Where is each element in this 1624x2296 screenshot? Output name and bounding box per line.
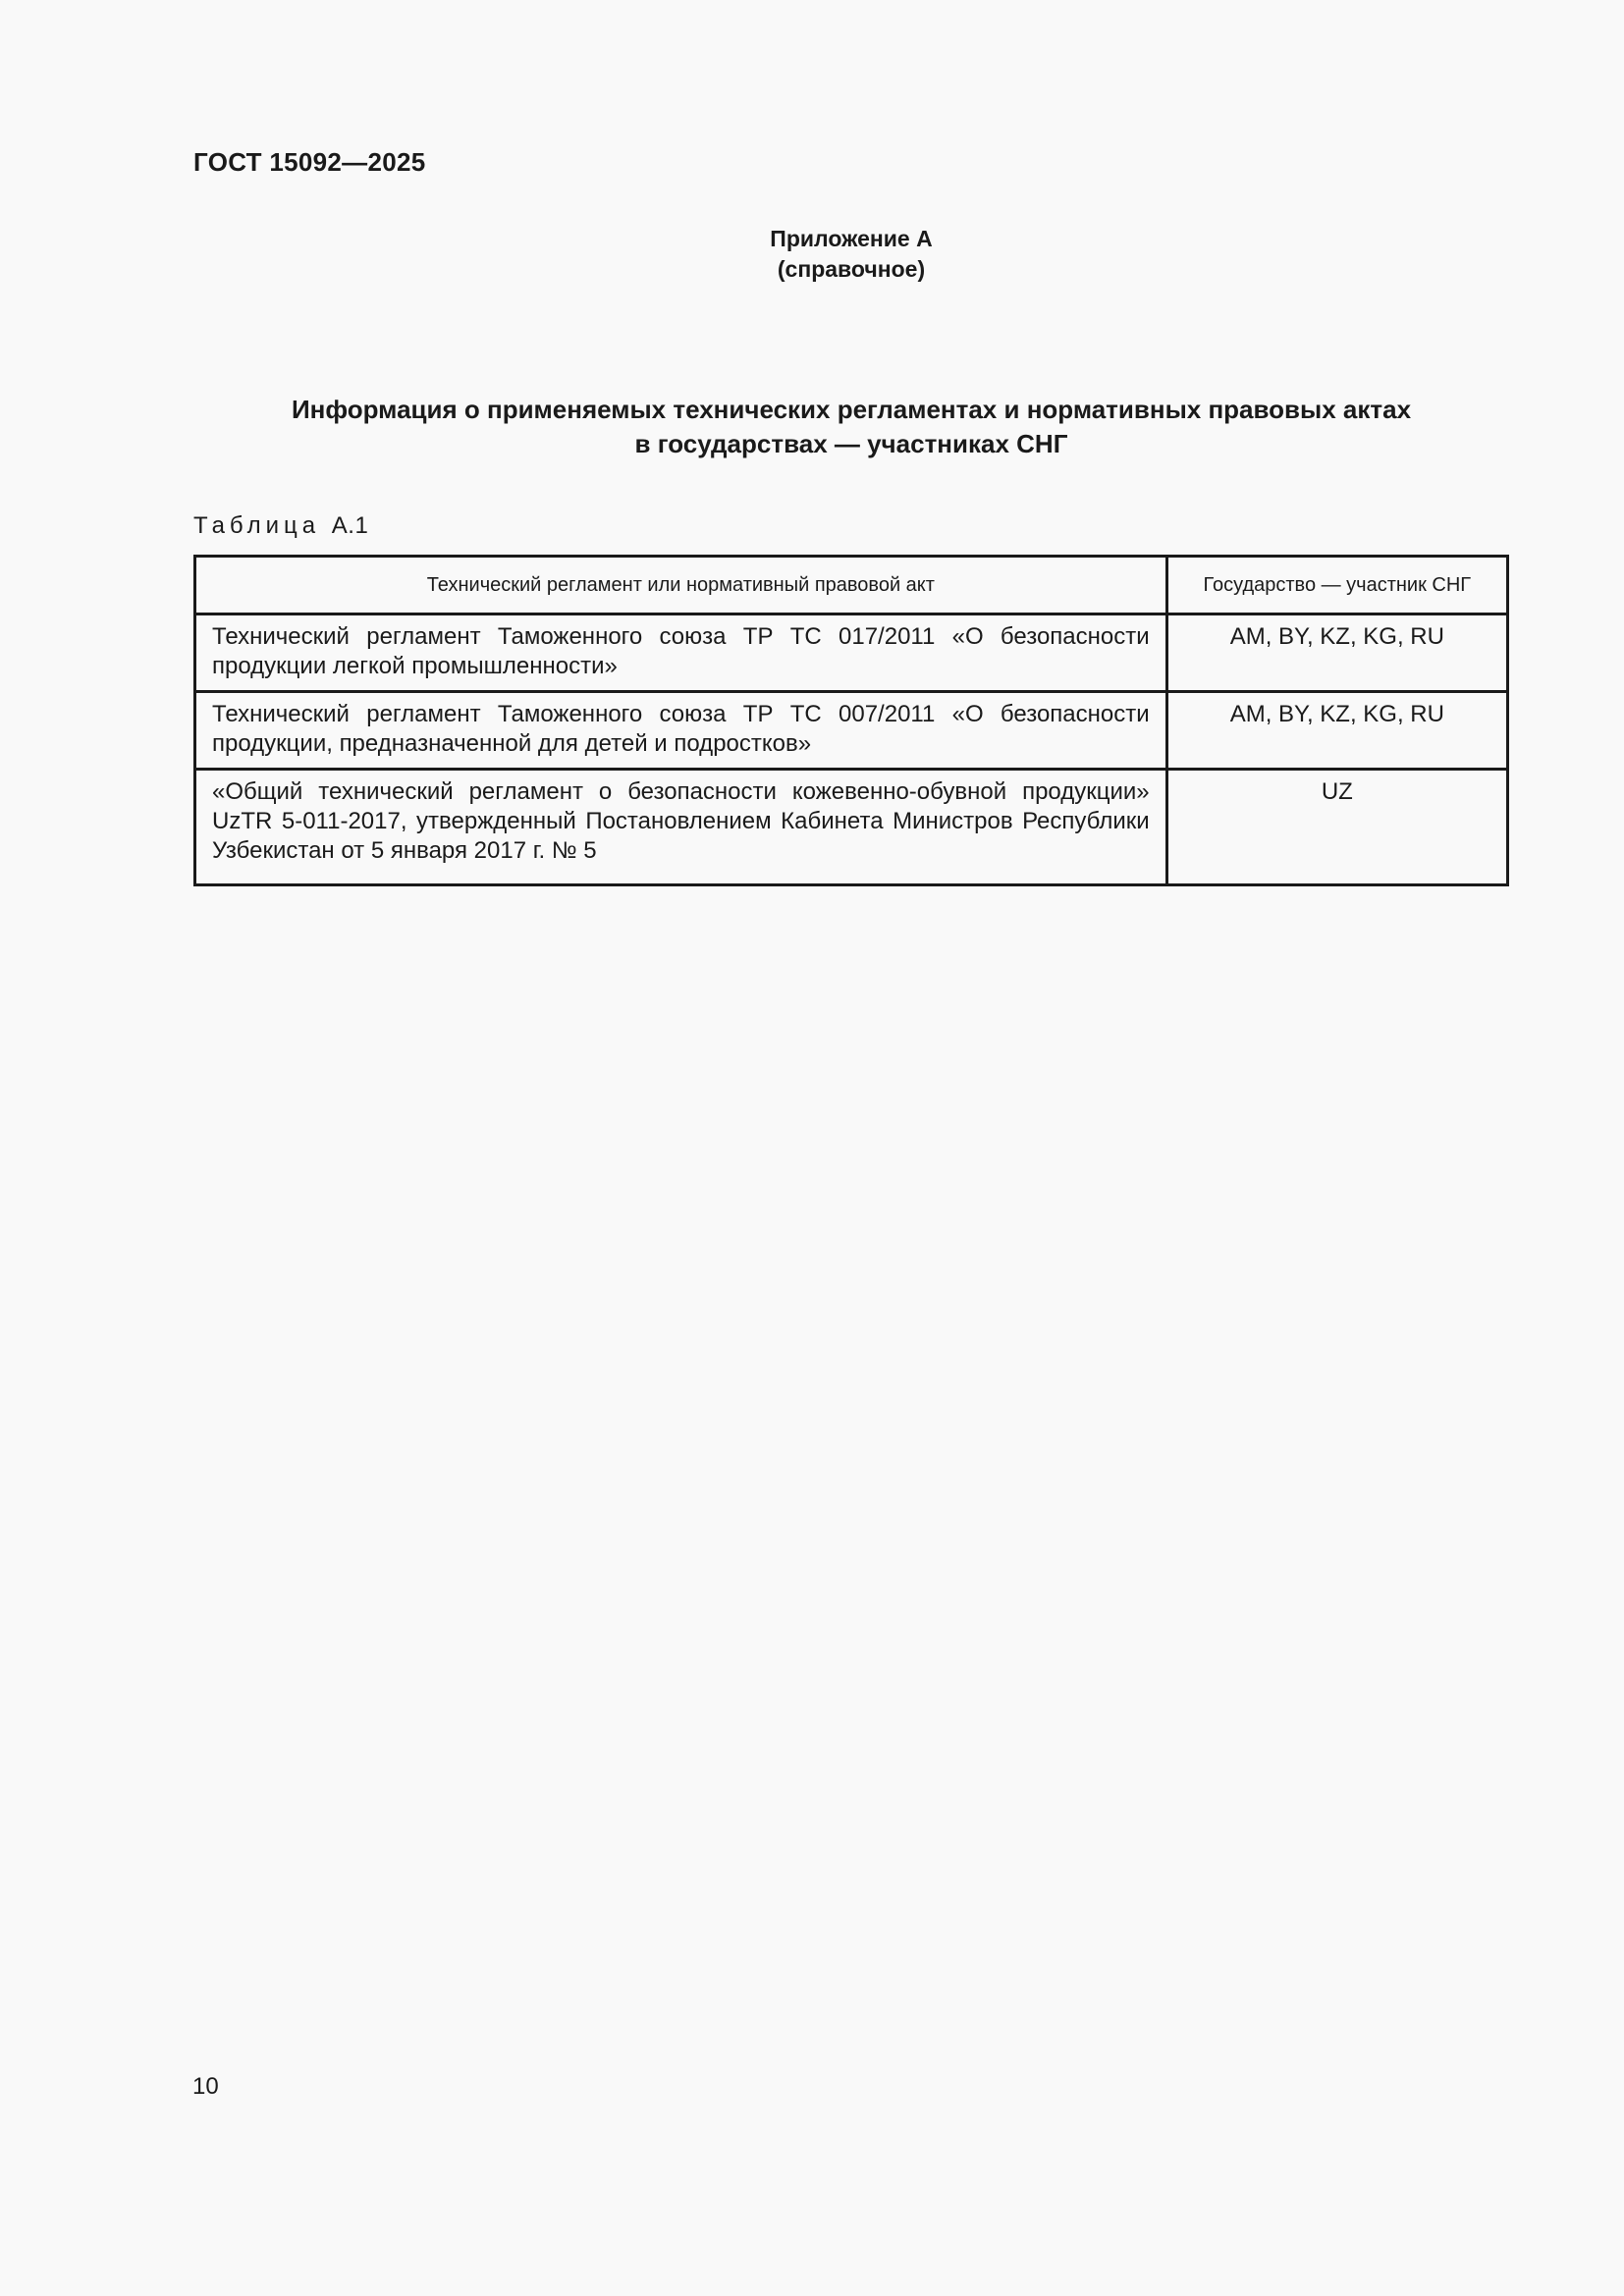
cell-states: AM, BY, KZ, KG, RU — [1166, 614, 1507, 692]
table-header-row — [195, 557, 1508, 614]
table-row — [195, 692, 1508, 770]
table-row — [195, 770, 1508, 885]
section-heading — [193, 393, 1509, 461]
cell-act: Технический регламент Таможенного союза ТР ТС 007/2011 «О безопасности продукции, предназначенной для детей и подростков» — [195, 692, 1167, 770]
appendix-type: (справочное) — [777, 256, 926, 282]
regulations-table — [193, 555, 1509, 886]
table-caption — [193, 512, 368, 540]
table-caption-number: А.1 — [331, 512, 369, 539]
column-header-state: Государство — участник СНГ — [1166, 557, 1507, 614]
appendix-block — [0, 224, 1624, 285]
heading-line-1: Информация о применяемых технических регламентах и нормативных правовых актах — [291, 395, 1412, 424]
cell-states: UZ — [1166, 770, 1507, 885]
heading-line-2: в государствах — участниках СНГ — [634, 429, 1068, 458]
document-code: ГОСТ 15092—2025 — [193, 147, 426, 177]
cell-act: «Общий технический регламент о безопасности кожевенно-обувной продукции» UzTR 5-011-2017, утвержденный Постановлением Кабинета Министров Республики Узбекистан от 5 января 2017 г. № 5 — [195, 770, 1167, 885]
cell-act: Технический регламент Таможенного союза ТР ТС 017/2011 «О безопасности продукции легкой промышленности» — [195, 614, 1167, 692]
table-caption-word: Таблица — [193, 512, 321, 539]
table-row — [195, 614, 1508, 692]
column-header-act: Технический регламент или нормативный правовой акт — [195, 557, 1167, 614]
cell-states: AM, BY, KZ, KG, RU — [1166, 692, 1507, 770]
page-number: 10 — [192, 2073, 219, 2100]
appendix-title: Приложение А — [770, 226, 933, 251]
